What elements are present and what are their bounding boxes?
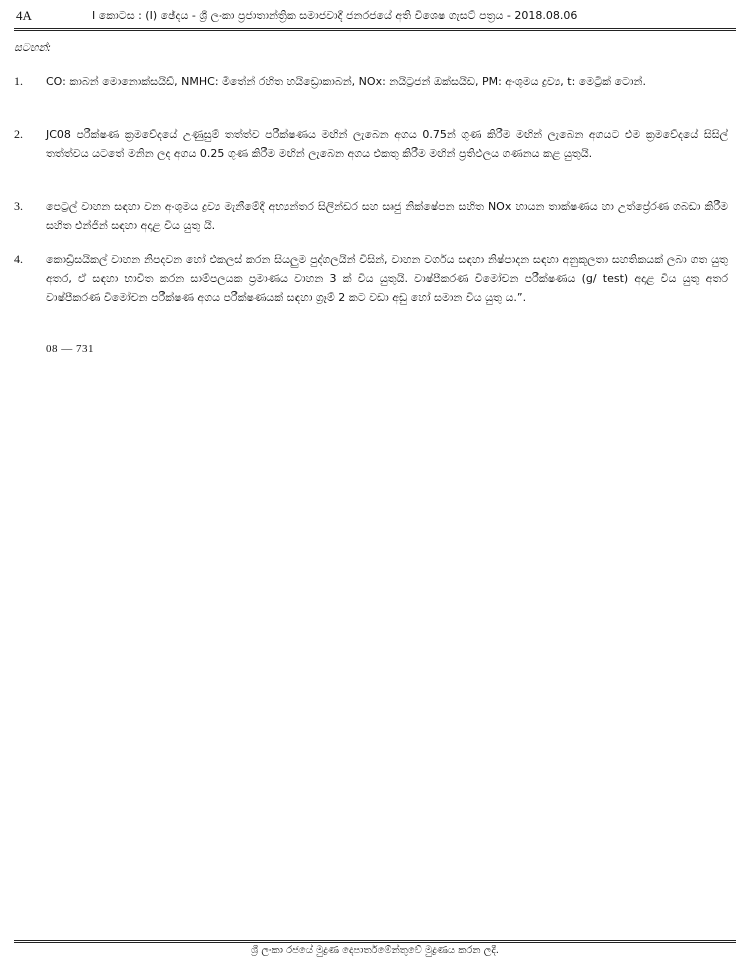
page-header: [14, 6, 736, 31]
notes-label: සටහන්:: [14, 41, 52, 54]
footer-divider: [14, 940, 736, 943]
note-text: කොඩ්‍රිසයිකල් වාහන නිපදවන හෝ එකලස් කරන සියලුම පුද්ගලයින් විසින්, වාහන වර්ගය සඳහා නිෂ්පාදන සඳහා අනුකූලතා සහතිකයක් ලබා ගත යුතු අතර, ඒ සඳහා භාවිත කරන සාම්පලයක ප්‍රමාණය වාහන 3 ක් විය යුතුයි. වාෂ්පීකරණ විමෝචන පරීක්ෂණය (g/ test) අදාළ විය යුතු අතර වාෂ්පීකරණ විමෝචන පරීක්ෂණ අගය පරීක්ෂණයක් සඳහා ග්‍රෑම් 2 කට වඩා අඩු හෝ සමාන විය යුතු ය.”.: [46, 253, 728, 304]
note-number: 4.: [14, 252, 23, 266]
note-number: 3.: [14, 199, 23, 213]
reference-code: 08 — 731: [46, 343, 94, 355]
gazette-title: I කොටස : (I) ඡේදය - ශ්‍රී ලංකා ප්‍රජාතාන්ත්‍රික සමාජවාදී ජනරජයේ අති විශෙෂ ගැසට් පත්‍රය - 2018.08.06: [92, 9, 578, 22]
note-item-2: [14, 125, 728, 163]
note-item-4: [14, 250, 728, 307]
note-number: 2.: [14, 127, 23, 141]
note-item-1: [14, 72, 728, 91]
note-item-3: [14, 197, 728, 235]
note-text: CO: කාබන් මොනොක්සයිඩ්, NMHC: මීතේන් රහිත හයිඩ්‍රොකාබන්, NOx: නයිට්‍රජන් ඔක්සයිඩ, PM: අංශුමය ද්‍රව්‍ය, t: මෙට්‍රික් ටොන්.: [46, 75, 646, 88]
printer-credit: ශ්‍රී ලංකා රජයේ මුද්‍රණ දෙපාර්තමේන්තුවේ මුද්‍රණය කරන ලදී.: [251, 945, 499, 956]
note-text: JC08 පරීක්ෂණ ක්‍රමවේදයේ උණුසුම් තත්ත්ව පරීක්ෂණය මඟින් ලැබෙන අගය 0.75න් ගුණ කිරීම මඟින් ලැබෙන අගයට එම ක්‍රමවේදයේ සිසිල් තත්ත්වය යටතේ මනින ලද අගය 0.25 ගුණ කිරීම මඟින් ලැබෙන අගය එකතු කිරීම මඟින් ප්‍රතිඵලය ගණනය කළ යුතුයි.: [46, 128, 728, 160]
note-text: පෙට්‍රල් වාහන සඳහා වන අංශුමය ද්‍රව්‍ය මැනීමේදී අභ්‍යන්තර සිලින්ඩර සහ සෘජු නික්ෂේපන සහිත NOx හායන තාක්ෂණය හා උත්ප්‍රේරණ ගබඩා කිරීම සහිත එන්ජින් සඳහා අදාළ විය යුතු යි.: [46, 200, 728, 232]
page-number: 4A: [16, 8, 32, 23]
note-number: 1.: [14, 74, 23, 88]
